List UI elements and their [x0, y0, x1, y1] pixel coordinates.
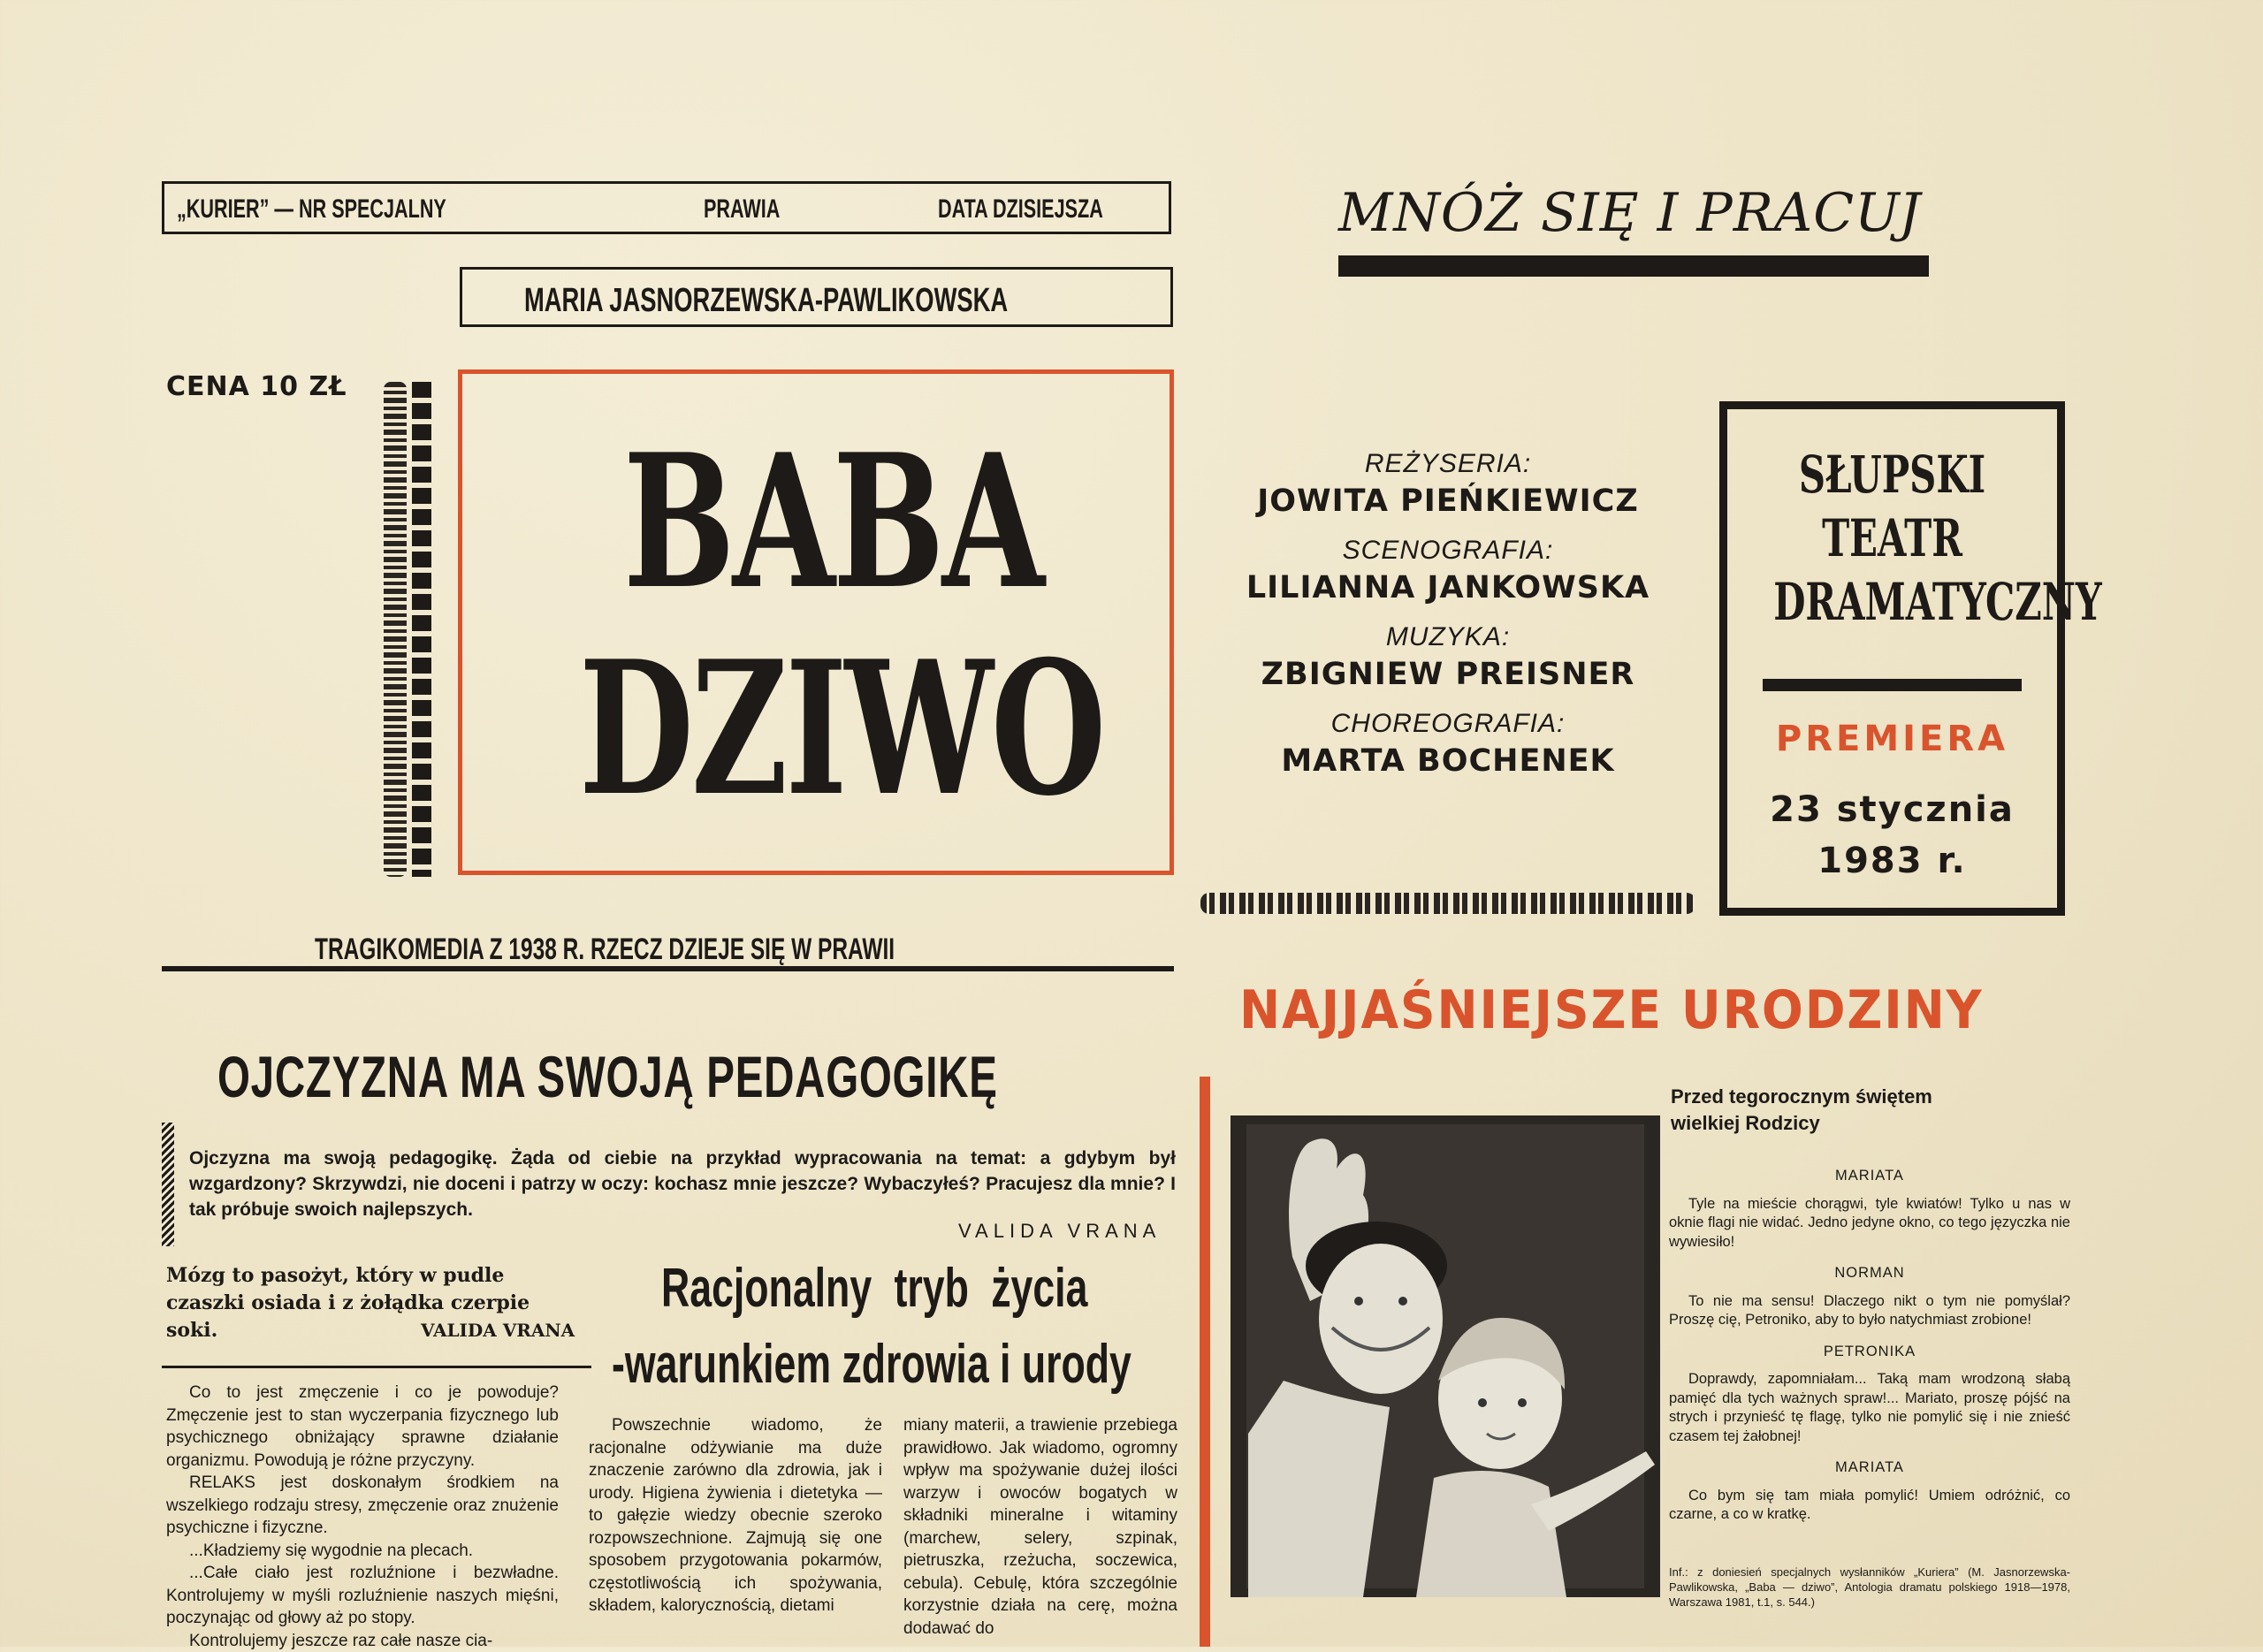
- speaker-name: NORMAN: [1669, 1264, 2070, 1283]
- dialogue-line: Co bym się tam miała pomylić! Umiem odróżnić, co czarne, a co w kratkę.: [1669, 1487, 2070, 1525]
- column-fatigue: [166, 1382, 559, 1652]
- red-rule: [1200, 1077, 1210, 1647]
- paragraph: RELAKS jest doskonałym środkiem na wszelkiego rodzaju stresy, zmęczenie oraz znużenie psychiczne i fizyczne.: [166, 1472, 559, 1540]
- quote-bar: [162, 1123, 174, 1246]
- speaker-name: MARIATA: [1669, 1167, 2070, 1186]
- premiere-label: PREMIERA: [1727, 719, 2057, 759]
- source-note: Inf.: z doniesień specjalnych wysłanników „Kuriera” (M. Jasnorzewska-Pawlikowska, „Baba — dziwo”, Antologia dramatu polskiego 1918—1978, Warszawa 1981, t.1, s. 544.): [1669, 1564, 2070, 1610]
- theater-name-2: TEATR: [1773, 508, 2011, 568]
- headline-racjonalny-2: -warunkiem zdrowia i urody: [612, 1333, 1132, 1396]
- dialogue: [1669, 1154, 2070, 1525]
- slogan: MNÓŻ SIĘ I PRACUJ: [1338, 182, 1921, 244]
- author-name: MARIA JASNORZEWSKA-PAWLIKOWSKA: [524, 282, 1008, 320]
- aphorism-author: VALIDA VRANA: [421, 1320, 575, 1341]
- credit-name: JOWITA PIEŃKIEWICZ: [1200, 482, 1695, 521]
- dialogue-line: Doprawdy, zapomniałam... Taką mam wrodzoną słabą pamięć dla tych ważnych spraw!... Mariato, proszę pójść na strych i przynieść tę flagę, tylko nie pomylić się i nie znieść czasem tej żałobnej!: [1669, 1370, 2070, 1446]
- banner-right: DATA DZISIEJSZA: [938, 194, 1103, 225]
- paragraph: ...Kładziemy się wygodnie na plecach.: [166, 1540, 559, 1563]
- dialogue-line: To nie ma sensu! Dlaczego nikt o tym nie pomyślał? Proszę cię, Petroniko, aby to było natychmiast zrobione!: [1669, 1292, 2070, 1330]
- credit-role: MUZYKA:: [1200, 620, 1695, 655]
- laurel-ornament: [384, 382, 407, 877]
- price-label: CENA 10 ZŁ: [166, 371, 347, 402]
- headline-ojczyzna: OJCZYZNA MA SWOJĄ PEDAGOGIKĘ: [217, 1043, 998, 1110]
- premiere-date-2: 1983 r.: [1727, 841, 2057, 881]
- masthead-banner: [162, 181, 1171, 234]
- theater-name-1: SŁUPSKI: [1773, 445, 2011, 505]
- aphorism: Mózg to pasożyt, który w pudle czaszki osiada i z żołądka czerpie soki.: [166, 1262, 587, 1344]
- credit-role: SCENOGRAFIA:: [1200, 533, 1695, 568]
- speaker-name: MARIATA: [1669, 1458, 2070, 1478]
- premiere-date-1: 23 stycznia: [1727, 789, 2057, 830]
- author-box: [460, 267, 1173, 327]
- credit-role: REŻYSERIA:: [1200, 446, 1695, 482]
- block-ornament: [412, 382, 431, 877]
- title-line-1: BABA: [623, 430, 1042, 614]
- vertical-ornament: [384, 382, 431, 877]
- theater-name-3: DRAMATYCZNY: [1773, 572, 2011, 632]
- credit-role: CHOREOGRAFIA:: [1200, 706, 1695, 742]
- headline-urodziny: NAJJAŚNIEJSZE URODZINY: [1239, 979, 1983, 1041]
- subtitle: TRAGIKOMEDIA Z 1938 R. RZECZ DZIEJE SIĘ W PRAWII: [315, 933, 895, 967]
- divider-rule: [162, 966, 1174, 971]
- paragraph: miany materii, a trawienie przebiega prawidłowo. Jak wiadomo, ogromny wpływ ma spożywanie dużej ilości warzyw i owoców bogatych w składniki mineralne i witaminy (marchew, selery, szpinak, pietruszka, rzeżucha, soczewica, cebula). Cebulę, która szczególnie korzystnie działa na cerę, można dodawać do: [903, 1414, 1177, 1640]
- column-diet-2: [903, 1414, 1177, 1640]
- paragraph: Kontrolujemy jeszcze raz całe nasze cia-: [166, 1630, 559, 1652]
- intro-text: Przed tegorocznym świętem wielkiej Rodzicy: [1671, 1084, 1936, 1137]
- theater-bar: [1763, 679, 2022, 691]
- photo-illustration: [1231, 1115, 1660, 1597]
- dialogue-line: Tyle na mieście chorągwi, tyle kwiatów! Tylko u nas w oknie flagi nie widać. Jedno jedyne okno, co tego języczka nie wywiesiło!: [1669, 1195, 2070, 1252]
- credits-list: [1200, 446, 1695, 793]
- paragraph: Co to jest zmęczenie i co je powoduje? Zmęczenie jest to stan wyczerpania fizycznego lub psychicznego obniżający sprawne działanie organizmu. Powodują je różne przyczyny.: [166, 1382, 559, 1472]
- credit-name: LILIANNA JANKOWSKA: [1200, 568, 1695, 607]
- slogan-bar: [1338, 255, 1929, 277]
- photo-woman-child: [1231, 1115, 1660, 1597]
- horizontal-ornament: [1200, 893, 1695, 914]
- paragraph: Powszechnie wiadomo, że racjonalne odżywianie ma duże znaczenie zarówno dla zdrowia, jak i urody. Higiena żywienia i dietetyka — to gałęzie wiedzy obecnie szeroko rozpowszechnione. Zajmują się one sposobem przygotowania pokarmów, częstotliwością ich spożywania, składem, kalorycznością, dietami: [589, 1414, 882, 1618]
- theater-box: [1719, 401, 2065, 916]
- title-box: [458, 369, 1174, 875]
- credit-name: MARTA BOCHENEK: [1200, 742, 1695, 780]
- banner-center: PRAWIA: [704, 194, 780, 225]
- column-diet-1: [589, 1414, 882, 1618]
- headline-racjonalny-1: Racjonalny tryb życia: [661, 1257, 1087, 1320]
- quote-author: VALIDA VRANA: [958, 1220, 1161, 1243]
- speaker-name: PETRONIKA: [1669, 1343, 2070, 1362]
- quote-text: Ojczyzna ma swoją pedagogikę. Żąda od ciebie na przykład wypracowania na temat: a gdybym był wzgardzony? Skrzywdzi, nie doceni i patrzy w oczy: kochasz mnie jeszcze? Wybaczyłeś? Pracujesz dla mnie? I tak próbuje swoich najlepszych.: [189, 1146, 1176, 1222]
- banner-left: „KURIER” — NR SPECJALNY: [177, 194, 446, 225]
- paragraph: ...Całe ciało jest rozluźnione i bezwładne. Kontrolujemy w myśli rozluźnienie naszych mięśni, poczynając od głowy aż po stopy.: [166, 1562, 559, 1630]
- title-line-2: DZIWO: [579, 637, 1103, 821]
- credit-name: ZBIGNIEW PREISNER: [1200, 655, 1695, 694]
- column-rule: [162, 1366, 591, 1368]
